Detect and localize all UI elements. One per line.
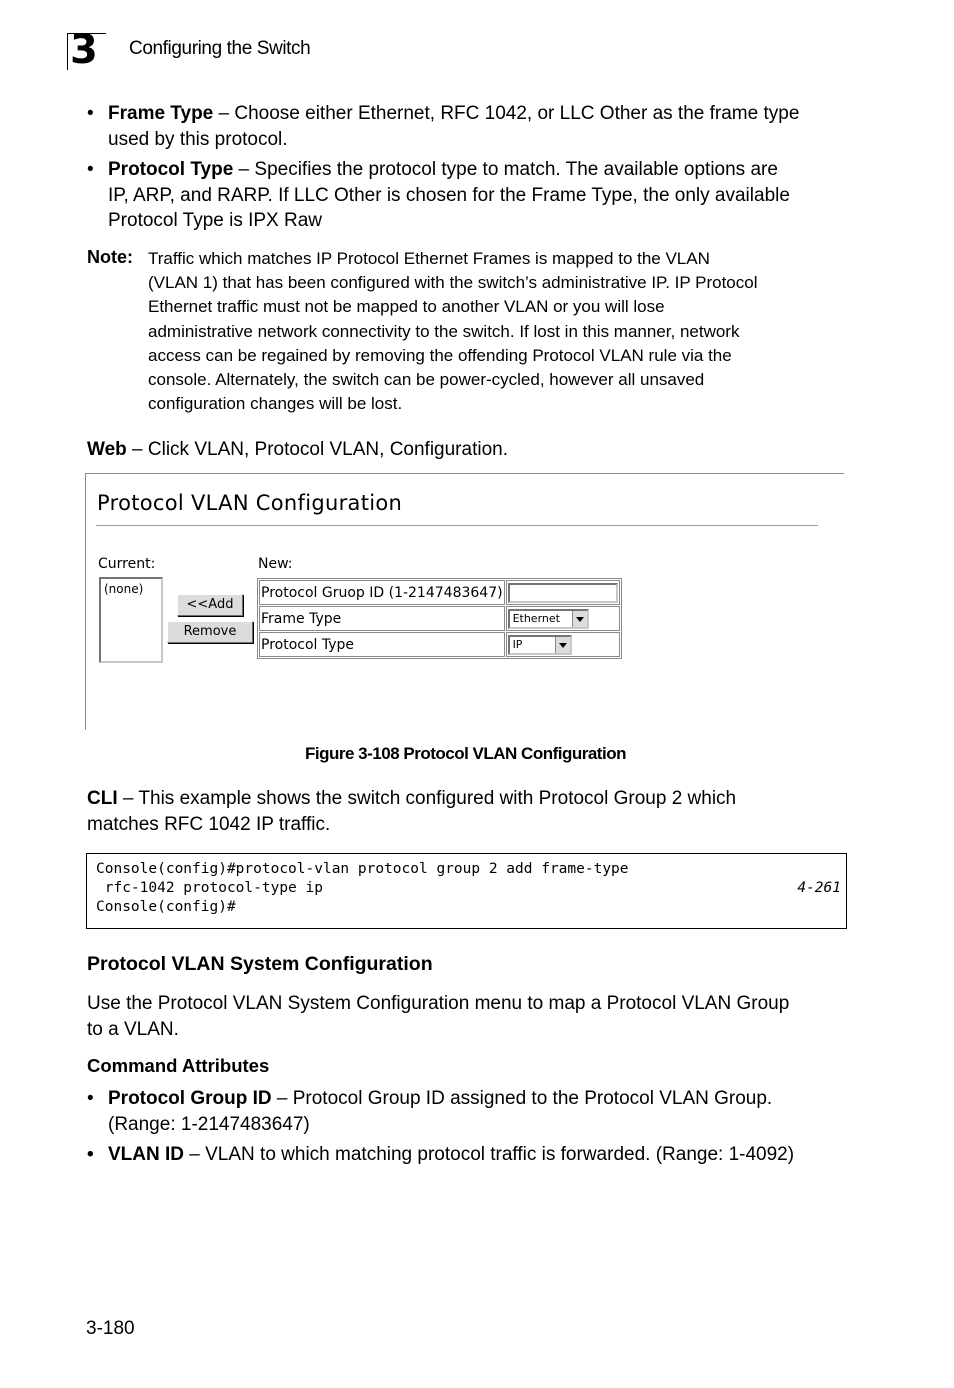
note-body bbox=[148, 247, 758, 416]
bullet-text: – Protocol Group ID assigned to the Protocol VLAN Group. bbox=[271, 1088, 773, 1109]
current-label: Current: bbox=[98, 556, 156, 572]
note-line: Traffic which matches IP Protocol Ethernet Frames is mapped to the VLAN bbox=[148, 249, 710, 268]
section-paragraph bbox=[87, 991, 789, 1043]
cli-text: – This example shows the switch configured with Protocol Group 2 which bbox=[117, 788, 737, 809]
protocol-type-cell bbox=[506, 632, 620, 657]
note-line: administrative network connectivity to the switch. If lost in this manner, network bbox=[148, 321, 740, 341]
protocol-group-id-cell bbox=[506, 580, 620, 605]
frame-type-cell bbox=[506, 606, 620, 631]
bullet-marker: • bbox=[87, 1088, 94, 1109]
protocol-type-select[interactable] bbox=[508, 635, 572, 655]
paragraph-line: Use the Protocol VLAN System Configuration menu to map a Protocol VLAN Group bbox=[87, 993, 790, 1014]
code-line: Console(config)#protocol-vlan protocol group 2 add frame-type bbox=[96, 861, 629, 877]
bullet-term: Protocol Group ID bbox=[108, 1088, 272, 1109]
cli-text: matches RFC 1042 IP traffic. bbox=[87, 814, 331, 835]
chevron-down-icon[interactable] bbox=[555, 637, 570, 653]
section-heading: Protocol VLAN System Configuration bbox=[87, 953, 433, 975]
bullet-text: Protocol Type is IPX Raw bbox=[108, 210, 323, 231]
web-label: Web bbox=[87, 439, 127, 460]
protocol-vlan-config-screenshot bbox=[85, 473, 844, 730]
chevron-down-icon[interactable] bbox=[572, 611, 587, 627]
form-row bbox=[259, 606, 620, 631]
bullet-protocol-group-id bbox=[108, 1086, 772, 1138]
bullet-text: – Specifies the protocol type to match. The available options are bbox=[233, 159, 778, 180]
bullet-vlan-id bbox=[108, 1142, 794, 1168]
frame-type-label: Frame Type bbox=[259, 606, 505, 631]
bullet-marker: • bbox=[87, 1144, 94, 1165]
form-row bbox=[259, 580, 620, 605]
form-row bbox=[259, 632, 620, 657]
remove-button[interactable]: Remove bbox=[167, 621, 253, 643]
bullet-text: – Choose either Ethernet, RFC 1042, or LLC Other as the frame type bbox=[213, 103, 800, 124]
code-line: rfc-1042 protocol-type ip bbox=[96, 880, 323, 896]
note-line: console. Alternately, the switch can be power-cycled, however all unsaved bbox=[148, 370, 705, 390]
bullet-text: IP, ARP, and RARP. If LLC Other is chosen for the Frame Type, the only available bbox=[108, 184, 790, 206]
web-instruction bbox=[87, 437, 508, 463]
title-divider bbox=[96, 525, 818, 526]
code-example-box bbox=[86, 853, 847, 929]
note-line: (VLAN 1) that has been configured with the switch’s administrative IP. IP Protocol bbox=[148, 273, 758, 293]
protocol-type-selected: IP bbox=[512, 637, 523, 651]
cli-label: CLI bbox=[87, 788, 118, 809]
new-group-form bbox=[257, 578, 622, 659]
bullet-text: – VLAN to which matching protocol traffic is forwarded. (Range: 1-4092) bbox=[184, 1144, 795, 1165]
bullet-text: (Range: 1-2147483647) bbox=[108, 1114, 310, 1135]
note-line: access can be regained by removing the offending Protocol VLAN rule via the bbox=[148, 345, 732, 365]
chapter-number: 3 bbox=[70, 27, 98, 73]
frame-type-selected: Ethernet bbox=[512, 611, 560, 625]
figure-caption: Figure 3-108 Protocol VLAN Configuration bbox=[305, 744, 626, 763]
note-label: Note: bbox=[87, 247, 133, 267]
web-text: – Click VLAN, Protocol VLAN, Configuration. bbox=[126, 439, 508, 460]
bullet-term: VLAN ID bbox=[108, 1144, 184, 1165]
code-line: Console(config)# bbox=[96, 899, 236, 915]
command-reference: 4-261 bbox=[797, 880, 841, 896]
bullet-term: Protocol Type bbox=[108, 159, 234, 180]
protocol-group-id-input[interactable] bbox=[508, 583, 618, 603]
bullet-marker: • bbox=[87, 103, 94, 124]
screenshot-title: Protocol VLAN Configuration bbox=[97, 491, 403, 515]
running-header-title: Configuring the Switch bbox=[129, 38, 311, 59]
bullet-protocol-type bbox=[108, 157, 790, 234]
subheading: Command Attributes bbox=[87, 1055, 270, 1076]
add-button[interactable]: <<Add bbox=[177, 594, 243, 616]
page-number: 3-180 bbox=[86, 1318, 135, 1339]
note-line: Ethernet traffic must not be mapped to another VLAN or you will lose bbox=[148, 297, 665, 317]
bullet-marker: • bbox=[87, 159, 94, 180]
note-line: configuration changes will be lost. bbox=[148, 394, 403, 414]
paragraph-line: to a VLAN. bbox=[87, 1019, 179, 1040]
list-item[interactable]: (none) bbox=[104, 582, 144, 596]
protocol-group-id-label: Protocol Gruop ID (1-2147483647) bbox=[259, 580, 505, 605]
bullet-term: Frame Type bbox=[108, 103, 214, 124]
bullet-text: used by this protocol. bbox=[108, 129, 288, 150]
bullet-frame-type bbox=[108, 101, 799, 153]
protocol-type-label: Protocol Type bbox=[259, 632, 505, 657]
frame-type-select[interactable] bbox=[508, 609, 589, 629]
current-groups-listbox[interactable] bbox=[99, 577, 163, 663]
cli-paragraph bbox=[87, 786, 736, 838]
new-label: New: bbox=[258, 556, 293, 572]
